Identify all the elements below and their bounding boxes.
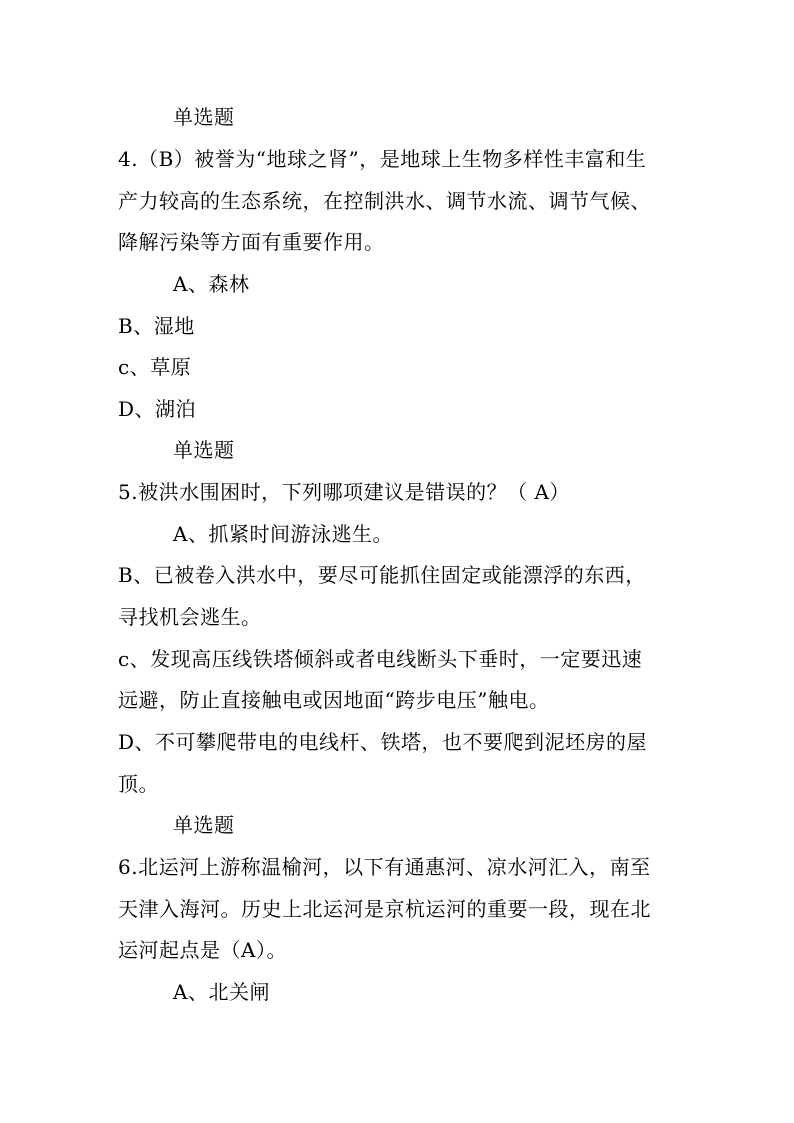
question-5-option-c-line-2: 远避，防止直接触电或因地面“跨步电压”触电。 [118,688,550,712]
question-type-label: 单选题 [173,813,235,837]
question-6-text-line-1: 6.北运河上游称温榆河，以下有通惠河、凉水河汇入，南至 [118,855,651,879]
question-5-option-c-line-1: c、发现高压线铁塔倾斜或者电线断头下垂时，一定要迅速 [118,647,643,671]
question-6-text-line-3: 运河起点是（A）。 [118,938,287,962]
question-4-text-line-1: 4.（B）被誉为“地球之肾”，是地球上生物多样性丰富和生 [118,147,647,171]
question-5-option-d-line-2: 顶。 [118,772,159,796]
question-4-text-line-2: 产力较高的生态系统，在控制洪水、调节水流、调节气候、 [118,189,651,213]
question-type-label: 单选题 [173,105,235,129]
question-4-option-a: A、森林 [173,272,250,296]
question-type-label: 单选题 [173,438,235,462]
question-4-option-d: D、湖泊 [118,397,197,421]
question-4-option-b: B、湿地 [118,314,195,338]
question-5-option-d-line-1: D、不可攀爬带电的电线杆、铁塔，也不要爬到泥坯房的屋 [118,730,648,754]
question-6-text-line-2: 天津入海河。历史上北运河是京杭运河的重要一段，现在北 [118,897,651,921]
question-5-text-line-1: 5.被洪水围困时，下列哪项建议是错误的？（ A） [118,480,570,504]
question-5-option-a: A、抓紧时间游泳逃生。 [173,522,393,546]
question-5-option-b-line-1: B、已被卷入洪水中，要尽可能抓住固定或能漂浮的东西， [118,563,646,587]
question-4-option-c: c、草原 [118,355,192,379]
question-6-option-a: A、北关闸 [173,980,270,1004]
question-4-text-line-3: 降解污染等方面有重要作用。 [118,230,385,254]
question-5-option-b-line-2: 寻找机会逃生。 [118,605,262,629]
